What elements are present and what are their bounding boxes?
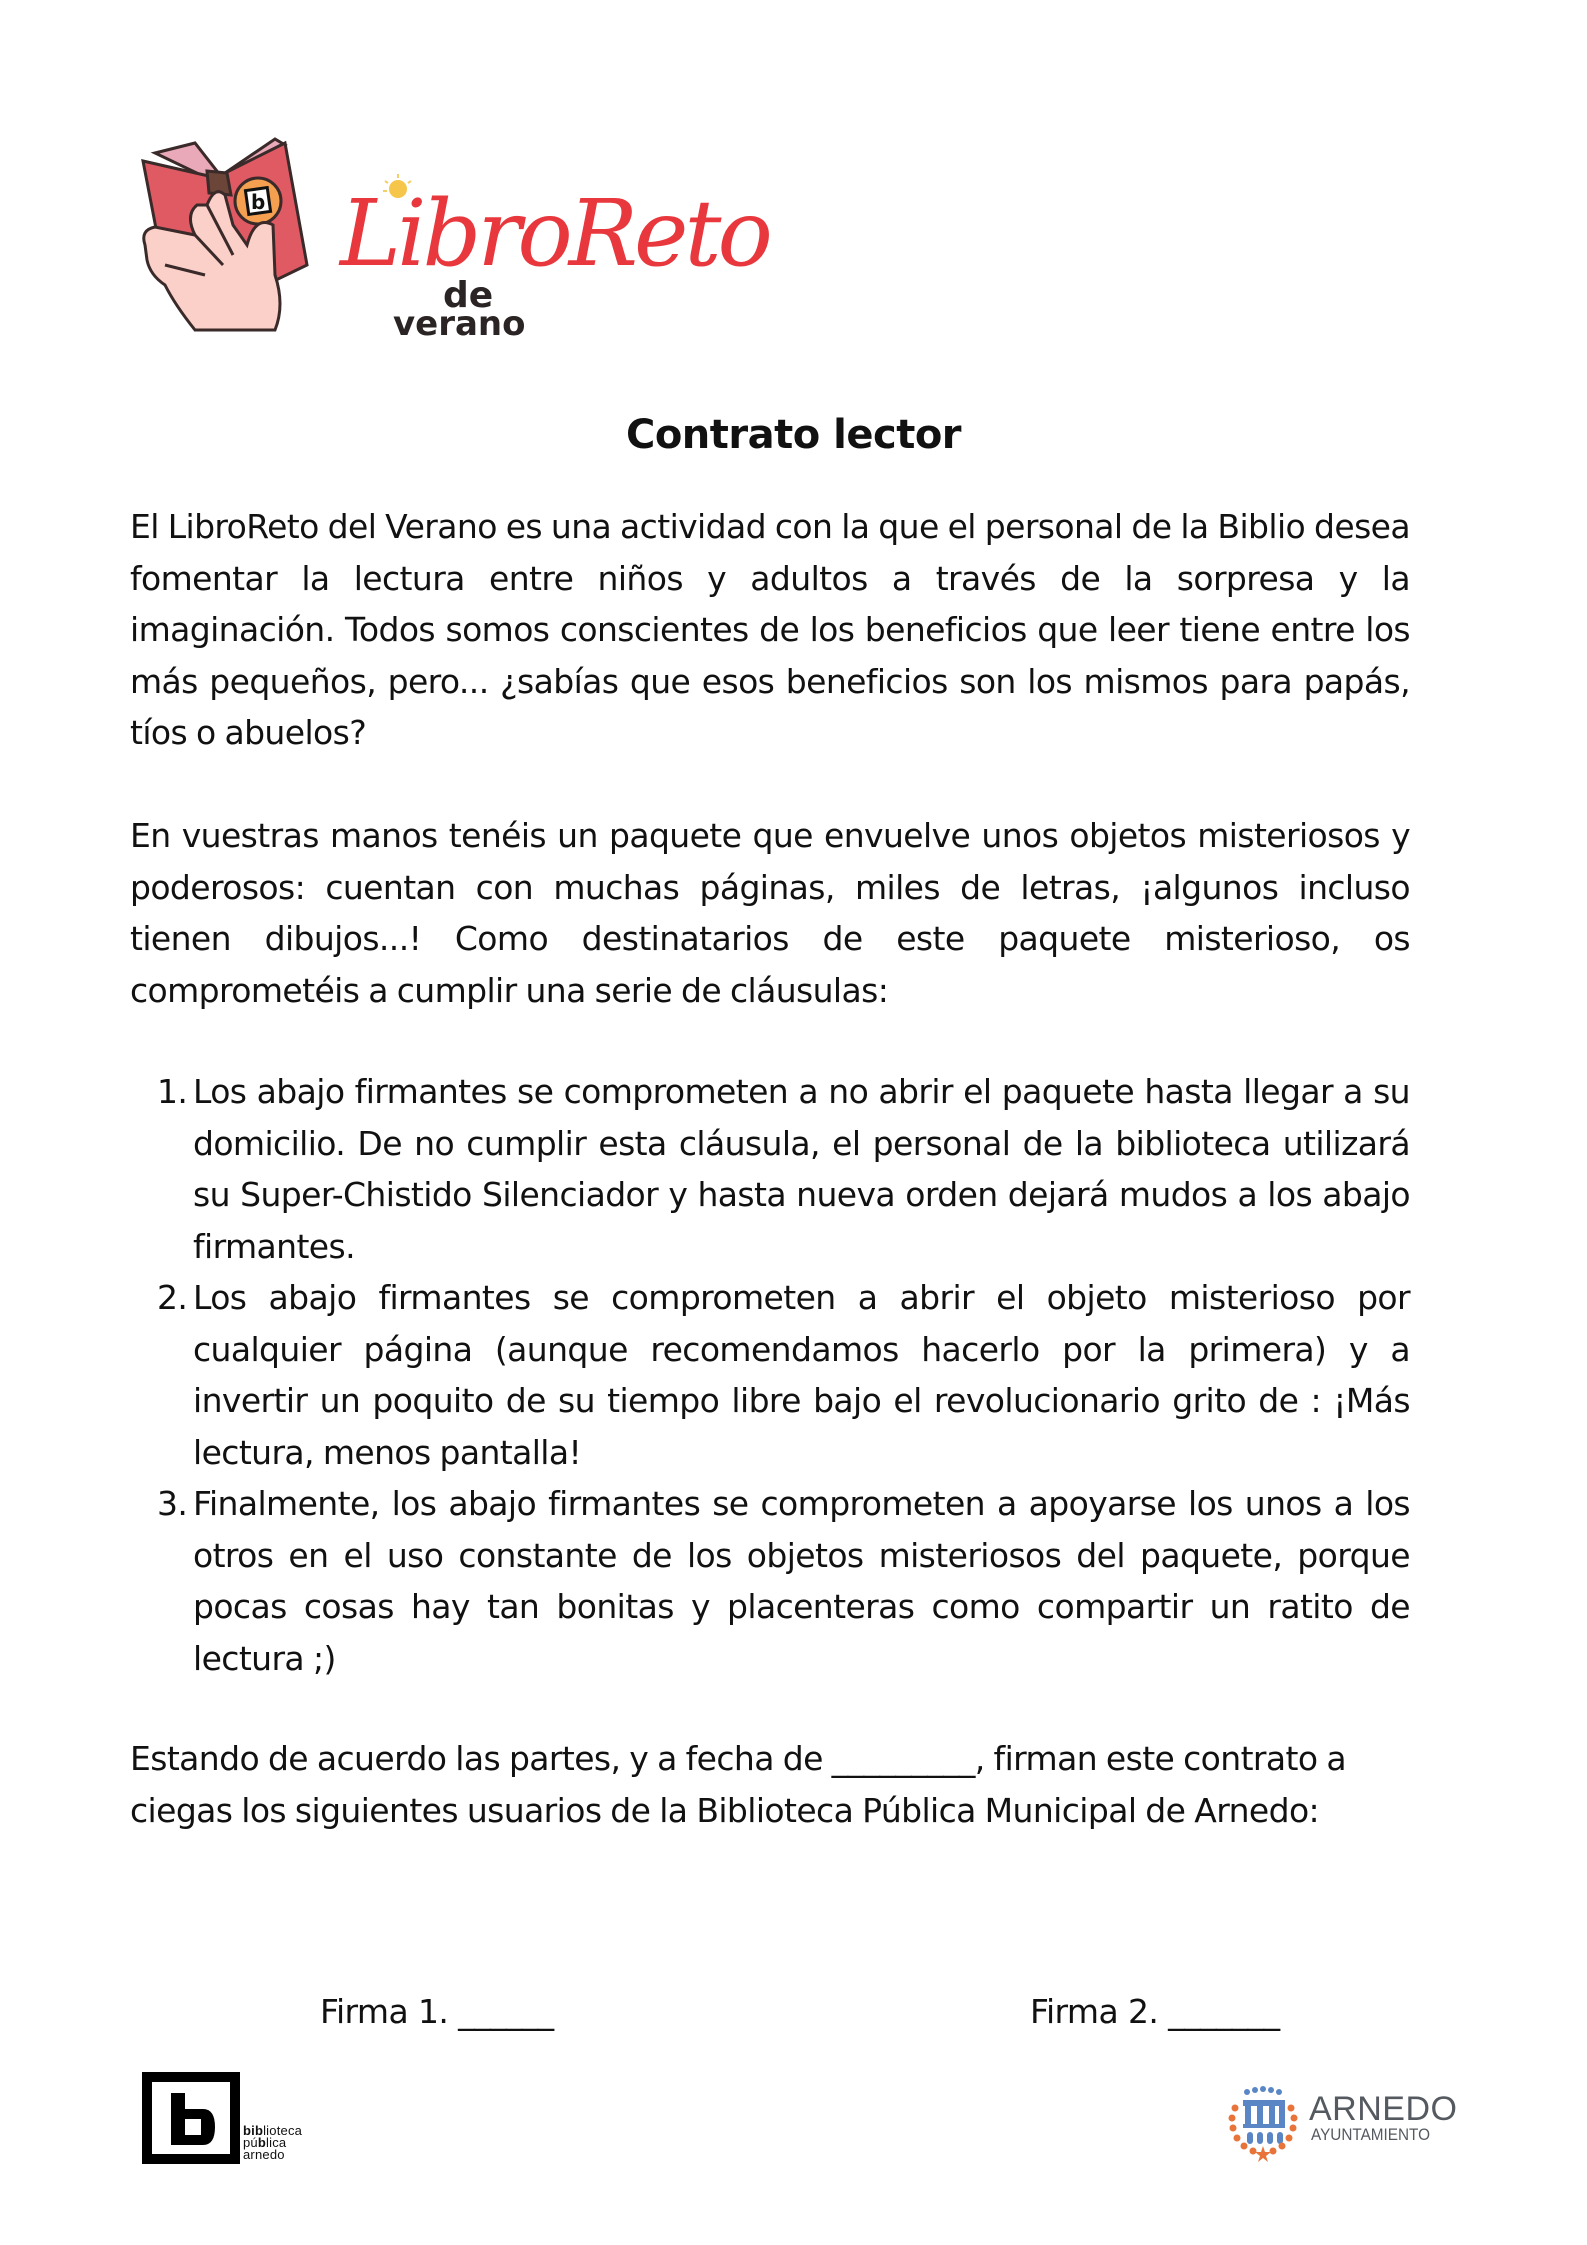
package-paragraph [130, 810, 1410, 1016]
clause-text: Los abajo firmantes se comprometen a no abrir el paquete hasta llegar a su domicilio. De no cumplir esta cláusula, el personal de la biblioteca utilizará su Super-Chistido Silenciador y hasta nueva orden dejará mudos a los abajo firmantes. [193, 1072, 1410, 1266]
library-b-icon [143, 2073, 243, 2165]
verano-wordmark: verano [393, 304, 526, 344]
arnedo-crest-icon [1225, 2082, 1305, 2162]
arnedo-name: ARNEDO [1309, 2090, 1458, 2128]
agreement-paragraph-text: Estando de acuerdo las partes, y a fecha de _________, firman este contrato a ciegas los siguientes usuarios de la Biblioteca Pública Municipal de Arnedo: [130, 1739, 1346, 1830]
clause-item [130, 1066, 1410, 1272]
page-title: Contrato lector [625, 412, 962, 458]
clause-text: Finalmente, los abajo firmantes se comprometen a apoyarse los unos a los otros en el uso constante de los objetos misteriosos del paquete, porque pocas cosas hay tan bonitas y placenteras como compartir un ratito de lectura ;) [193, 1484, 1410, 1678]
clause-item [130, 1272, 1410, 1478]
library-name: biblioteca pública arnedo [243, 2123, 303, 2162]
intro-paragraph [130, 501, 1410, 759]
arnedo-council-logo [1225, 2082, 1465, 2172]
signature-1-field[interactable]: Firma 1. ______ [320, 1992, 554, 2031]
intro-paragraph-text: El LibroReto del Verano es una actividad con la que el personal de la Biblio desea fomentar la lectura entre niños y adultos a través de la sorpresa y la imaginación. Todos somos conscientes de los beneficios que leer tiene entre los más pequeños, pero... ¿sabías que esos beneficios son los mismos para papás, tíos o abuelos? [130, 507, 1410, 752]
svg-text:b: b [251, 190, 266, 214]
ayuntamiento-label: AYUNTAMIENTO [1311, 2125, 1431, 2144]
clause-number: 2. [157, 1278, 188, 1317]
library-logo [143, 2073, 343, 2173]
agreement-paragraph [130, 1733, 1410, 1836]
signature-2-field[interactable]: Firma 2. _______ [1030, 1992, 1280, 2031]
book-hand-icon [135, 125, 769, 344]
clause-item [130, 1478, 1410, 1684]
clause-number: 3. [157, 1484, 188, 1523]
clauses-list [130, 1066, 1410, 1684]
libroreto-wordmark: LibroReto [340, 180, 769, 287]
libroreto-logo [135, 125, 769, 344]
clause-number: 1. [157, 1072, 188, 1111]
de-wordmark: de [443, 275, 494, 316]
package-paragraph-text: En vuestras manos tenéis un paquete que envuelve unos objetos misteriosos y poderosos: cuentan con muchas páginas, miles de letras, ¡algunos incluso tienen dibujos...! Como destinatarios de este paquete misterioso, os comprometéis a cumplir una serie de cláusulas: [130, 816, 1410, 1010]
clause-text: Los abajo firmantes se comprometen a abrir el objeto misterioso por cualquier página (aunque recomendamos hacerlo por la primera) y a invertir un poquito de su tiempo libre bajo el revolucionario grito de : ¡Más lectura, menos pantalla! [193, 1278, 1410, 1472]
